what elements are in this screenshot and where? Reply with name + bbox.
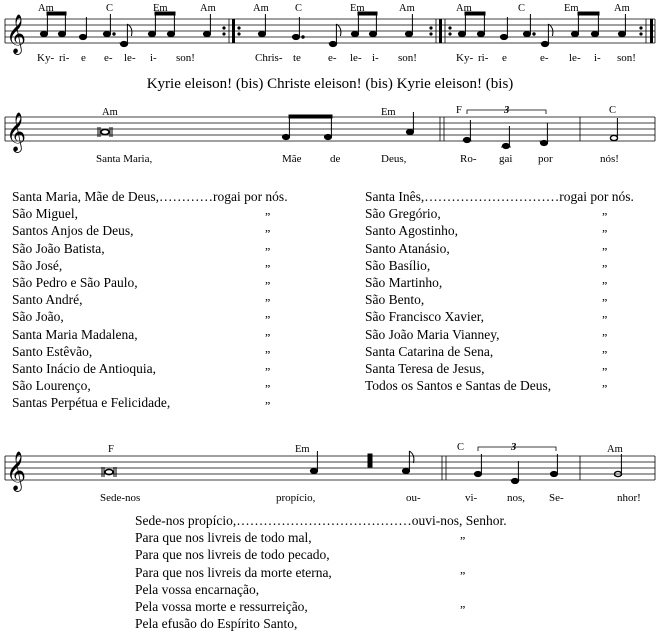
litany-invocation: Sede-nos propício,: [135, 513, 237, 528]
lyric-syllable: e: [502, 52, 507, 64]
litany-row: [12, 377, 352, 394]
litany-invocation: São Martinho,: [365, 274, 443, 290]
litany-invocation: Para que nos livreis de todo pecado,: [135, 547, 330, 563]
litany-invocation: São Lourenço,: [12, 378, 91, 394]
chord-label: Em: [381, 107, 396, 118]
ditto-mark: „: [265, 323, 271, 338]
ditto-mark: „: [265, 375, 271, 390]
litany-invocation: Santa Teresa de Jesus,: [365, 360, 485, 376]
litany-right-column: [365, 188, 655, 394]
litany-invocation: São Gregório,: [365, 206, 441, 222]
litany-row: [12, 222, 352, 239]
triplet-mark: 3: [511, 442, 517, 453]
ditto-mark: „: [265, 306, 271, 321]
litany-row: [135, 529, 655, 546]
ditto-mark: „: [602, 357, 608, 372]
chord-label: C: [457, 442, 465, 453]
lyric-syllable: de: [330, 153, 341, 165]
breath-mark: [368, 454, 372, 467]
ditto-mark: „: [460, 561, 466, 576]
chord-label: C: [609, 105, 617, 116]
litany-row: [135, 615, 655, 632]
lyric-syllable: e-: [104, 52, 113, 64]
kyrie-heading: Kyrie eleison! (bis) Christe eleison! (bis) Kyrie eleison! (bis): [146, 76, 514, 92]
litany-row: [135, 546, 655, 563]
chord-label: C: [106, 3, 114, 14]
litany-row: [135, 581, 655, 598]
litany-row: [365, 291, 655, 308]
lyric-syllable: i-: [150, 52, 157, 64]
chord-label: Am: [399, 3, 415, 14]
litany-invocation: Para que nos livreis da morte eterna,: [135, 564, 332, 580]
ditto-mark: „: [265, 203, 271, 218]
lyric-syllable: Santa Maria,: [96, 153, 153, 165]
lyric-syllable: ri-: [59, 52, 70, 64]
ditto-mark: „: [265, 340, 271, 355]
ditto-mark: „: [265, 271, 271, 286]
litany-invocation: Santo André,: [12, 292, 83, 308]
lyric-syllable: e-: [540, 52, 549, 64]
ditto-mark: „: [265, 220, 271, 235]
chord-label: C: [518, 3, 526, 14]
litany-row: [135, 595, 655, 615]
lyric-syllable: son!: [176, 52, 195, 64]
litany-row: [12, 205, 352, 222]
santa-maria-staff-system: [0, 100, 660, 175]
litany-response: rogai por nós.: [212, 189, 288, 204]
litany-invocation: São João Batista,: [12, 240, 105, 256]
ditto-mark: „: [602, 254, 608, 269]
ditto-mark: „: [265, 254, 271, 269]
leader-dots: …………………………: [424, 189, 560, 204]
chord-label: Am: [253, 3, 269, 14]
litany-row: [12, 357, 352, 377]
ditto-mark: „: [602, 271, 608, 286]
litany-row: [12, 237, 352, 257]
litany-row: [12, 308, 352, 325]
ditto-mark: „: [602, 220, 608, 235]
lyric-syllable: le-: [350, 52, 362, 64]
litany-invocation: Santos Anjos de Deus,: [12, 223, 134, 239]
litany-invocation: Santa Maria Madalena,: [12, 326, 138, 342]
litany-invocation: Pela efusão do Espírito Santo,: [135, 616, 298, 632]
lyric-syllable: son!: [398, 52, 417, 64]
litany-row: [12, 271, 352, 291]
lyric-syllable: nhor!: [617, 492, 641, 504]
litany-invocation: São Basílio,: [365, 257, 431, 273]
chord-label: Am: [200, 3, 216, 14]
litany-invocation: Pela vossa encarnação,: [135, 581, 260, 597]
litany-row: [12, 291, 352, 308]
ditto-mark: „: [602, 340, 608, 355]
litany-row: [365, 222, 655, 239]
litany-invocation: São Miguel,: [12, 206, 78, 222]
lyric-syllable: nós!: [600, 153, 619, 165]
lyric-syllable: Sede-nos: [100, 492, 141, 504]
lyric-syllable: e-: [328, 52, 337, 64]
lyric-syllable: le-: [569, 52, 581, 64]
litany-invocation: Santa Maria, Mãe de Deus,: [12, 189, 159, 204]
litany-bottom-column: [135, 512, 655, 632]
lyric-syllable: te: [293, 52, 301, 64]
chord-label: C: [295, 3, 303, 14]
lyric-syllable: son!: [617, 52, 636, 64]
chord-label: Am: [38, 3, 54, 14]
litany-row: [365, 308, 655, 325]
litany-invocation: Todos os Santos e Santas de Deus,: [365, 378, 552, 394]
sede-nos-notes: [102, 447, 622, 484]
lyric-syllable: Ro-: [460, 153, 477, 165]
lyric-syllable: i-: [372, 52, 379, 64]
ditto-mark: „: [602, 289, 608, 304]
ditto-mark: „: [265, 237, 271, 252]
litany-invocation: São Pedro e São Paulo,: [12, 274, 138, 290]
litany-invocation: Santo Agostinho,: [365, 223, 459, 239]
lyric-syllable: por: [538, 153, 553, 165]
litany-invocation: Santas Perpétua e Felicidade,: [12, 395, 171, 411]
chord-label: Am: [102, 107, 118, 118]
treble-clef-icon: 𝄞: [6, 451, 27, 491]
ditto-mark: „: [602, 237, 608, 252]
triplet-mark: 3: [504, 105, 510, 116]
lyric-syllable: ou-: [406, 492, 421, 504]
lyric-syllable: gai: [499, 153, 513, 165]
litany-row: [365, 340, 655, 360]
lyric-syllable: i-: [594, 52, 601, 64]
chord-label: F: [456, 105, 462, 116]
litany-invocation: Santo Inácio de Antioquia,: [12, 360, 156, 376]
ditto-mark: „: [460, 527, 466, 542]
chord-label: Em: [153, 3, 168, 14]
litany-row: [365, 237, 655, 257]
chord-label: Am: [614, 3, 630, 14]
ditto-mark: „: [602, 323, 608, 338]
lyric-syllable: Ky-: [37, 52, 55, 64]
lyric-syllable: Mãe: [282, 153, 302, 165]
lyric-syllable: nos,: [507, 492, 526, 504]
chord-label: Em: [295, 444, 310, 455]
lyric-syllable: le-: [124, 52, 136, 64]
chord-label: F: [108, 444, 114, 455]
ditto-mark: „: [602, 306, 608, 321]
litany-invocation: Santo Atanásio,: [365, 240, 450, 256]
litany-row: [135, 512, 655, 529]
litany-response: ouvi-nos, Senhor.: [411, 513, 507, 528]
leader-dots: …………………………………: [236, 513, 412, 528]
litany-invocation: Para que nos livreis de todo mal,: [135, 530, 312, 546]
litany-row: [12, 188, 352, 205]
litany-invocation: São João,: [12, 309, 64, 325]
litany-invocation: Santa Inês,: [365, 189, 425, 204]
chord-label: Am: [456, 3, 472, 14]
litany-left-column: [12, 188, 352, 411]
lyric-syllable: Se-: [549, 492, 564, 504]
litany-row: [365, 188, 655, 205]
lyric-syllable: e: [81, 52, 86, 64]
ditto-mark: „: [460, 595, 466, 610]
leader-dots: …………: [158, 189, 213, 204]
lyric-syllable: Ky-: [456, 52, 474, 64]
ditto-mark: „: [265, 289, 271, 304]
litany-invocation: São Francisco Xavier,: [365, 309, 485, 325]
lyric-syllable: Chris-: [255, 52, 283, 64]
chord-label: Am: [607, 444, 623, 455]
litany-invocation: Santa Catarina de Sena,: [365, 343, 494, 359]
litany-row: [135, 561, 655, 581]
treble-clef-icon: 𝄞: [6, 112, 27, 152]
kyrie-notes: [40, 12, 625, 47]
litany-row: [12, 254, 352, 274]
treble-clef-icon: 𝄞: [6, 14, 27, 54]
ditto-mark: „: [602, 203, 608, 218]
litany-row: [12, 340, 352, 360]
ditto-mark: „: [265, 392, 271, 407]
litany-row: [365, 205, 655, 222]
litany-invocation: São José,: [12, 257, 63, 273]
lyric-syllable: propício,: [276, 492, 316, 504]
litany-row: [365, 377, 655, 394]
litany-row: [365, 357, 655, 377]
litany-row: [365, 271, 655, 291]
ditto-mark: „: [265, 357, 271, 372]
litany-row: [12, 394, 352, 411]
litany-invocation: Santo Estêvão,: [12, 343, 93, 359]
litany-row: [365, 323, 655, 343]
lyric-syllable: vi-: [465, 492, 478, 504]
litany-row: [365, 254, 655, 274]
litany-invocation: São Bento,: [365, 292, 425, 308]
chord-label: Em: [350, 3, 365, 14]
lyric-syllable: Deus,: [381, 153, 407, 165]
sede-nos-staff-system: [0, 437, 660, 512]
litany-invocation: Pela vossa morte e ressurreição,: [135, 598, 308, 614]
lyric-syllable: ri-: [478, 52, 489, 64]
litany-invocation: São João Maria Vianney,: [365, 326, 500, 342]
chord-label: Em: [564, 3, 579, 14]
litany-response: rogai por nós.: [559, 189, 634, 204]
kyrie-staff-system: [0, 0, 660, 75]
ditto-mark: „: [602, 375, 608, 390]
litany-row: [12, 323, 352, 343]
